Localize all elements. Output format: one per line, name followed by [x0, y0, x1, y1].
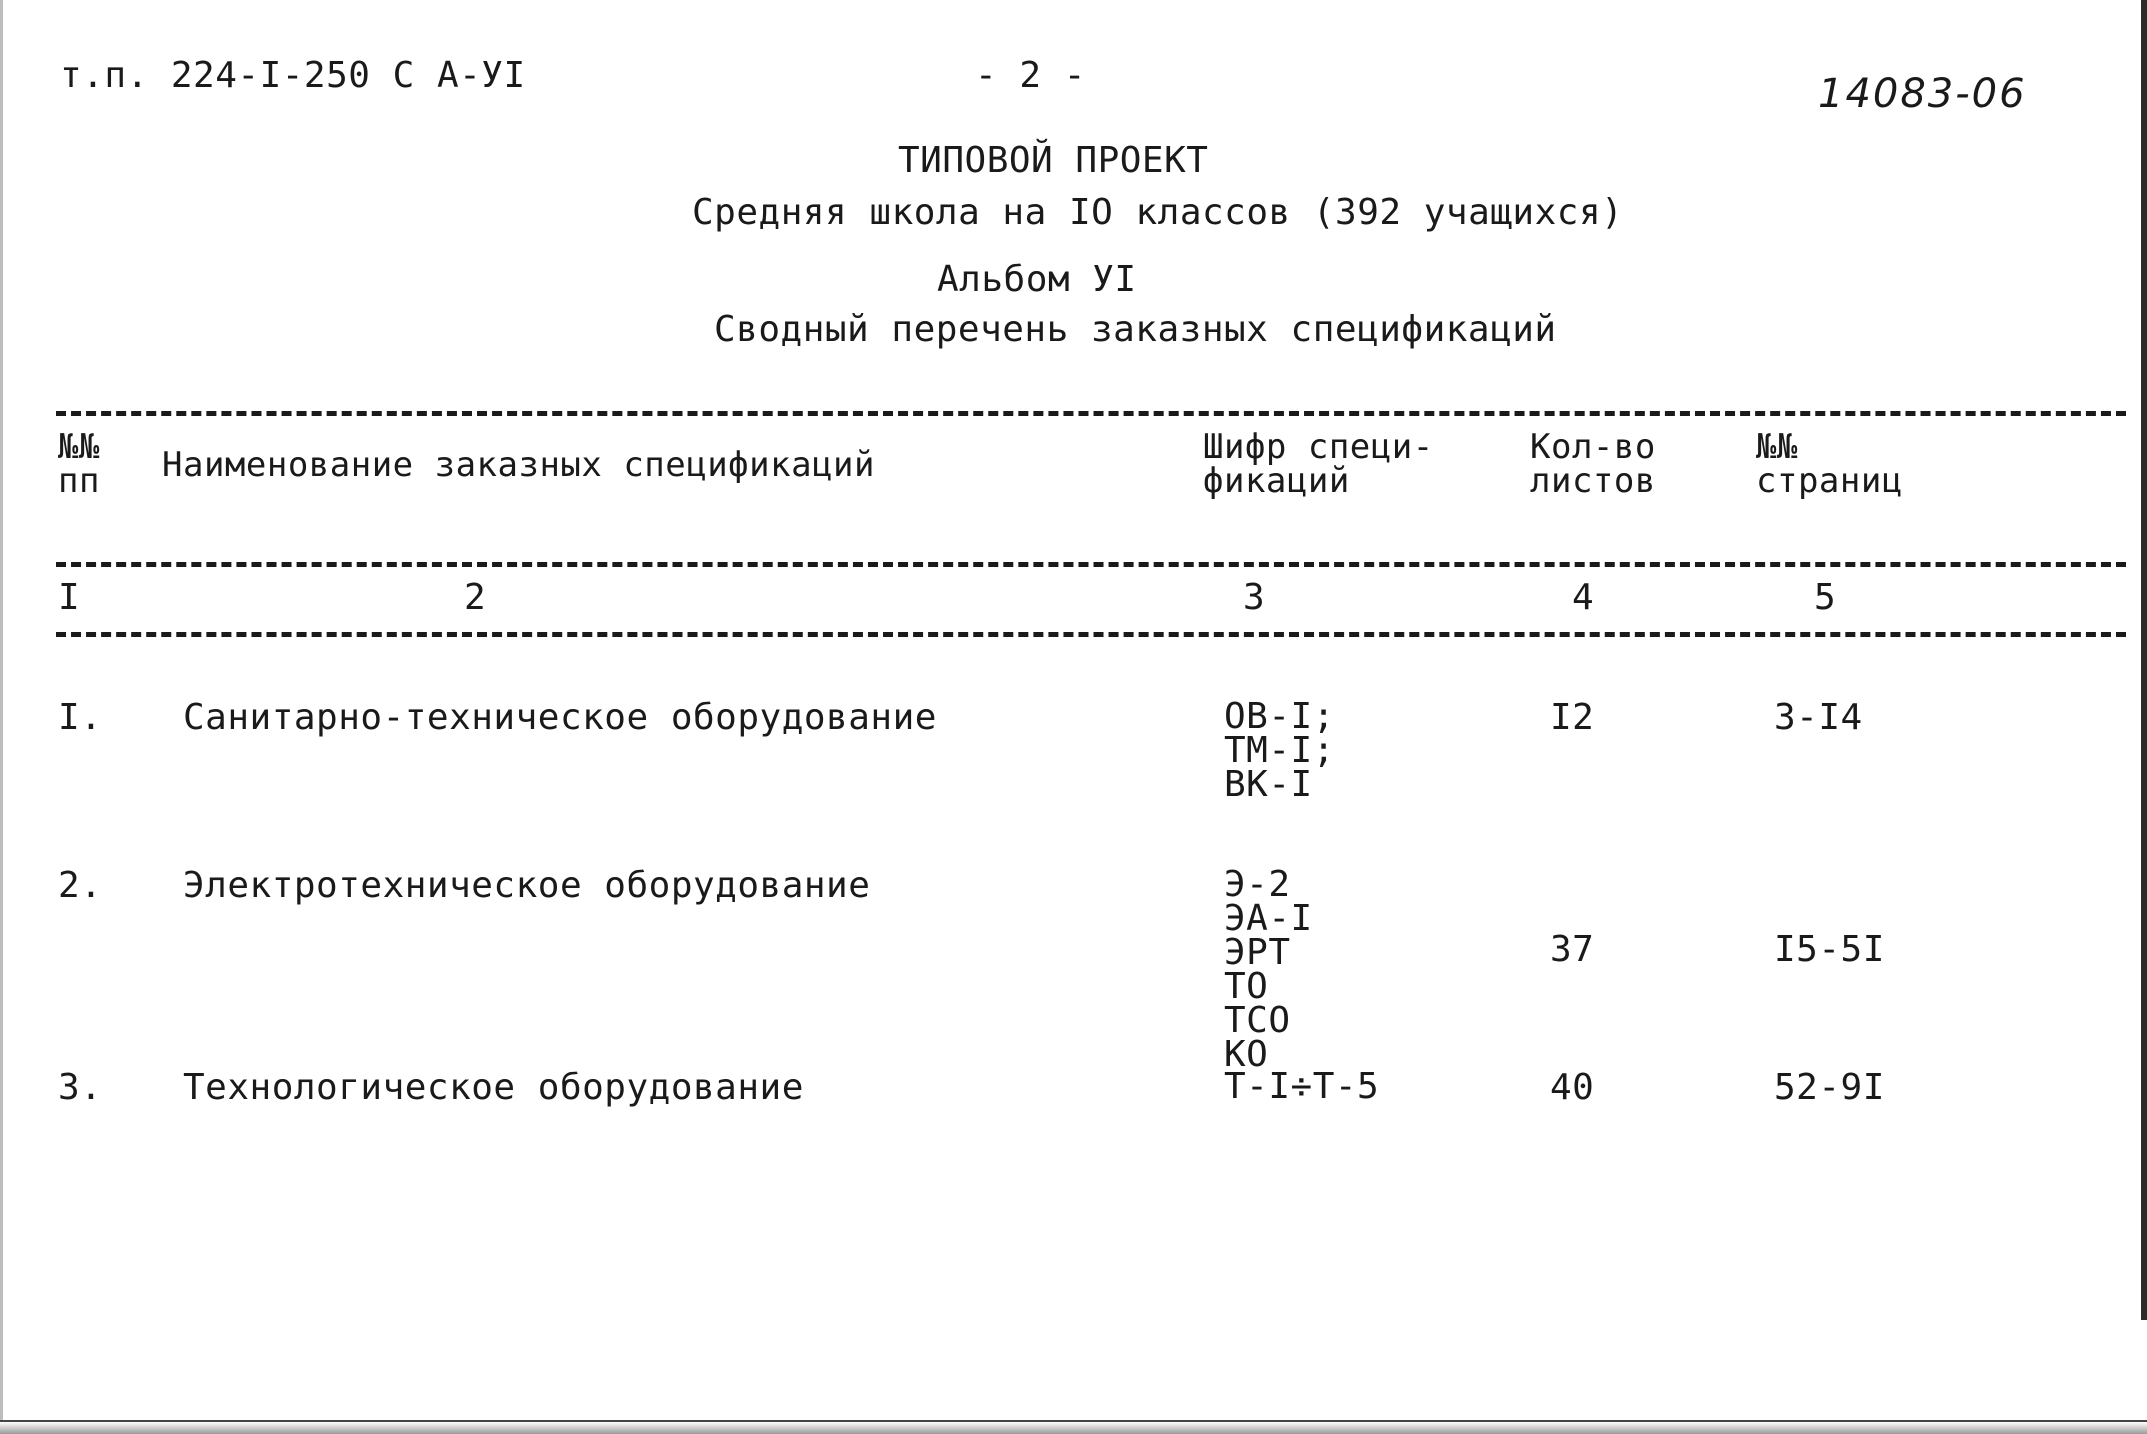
row-name: Санитарно-техническое оборудование [183, 697, 937, 738]
header-pages: №№ страниц [1756, 427, 1903, 501]
row-codes: ОВ-I; ТМ-I; ВК-I [1224, 696, 1335, 805]
row-sheets: 40 [1550, 1067, 1595, 1108]
page-number: - 2 - [975, 55, 1086, 96]
column-number: I [58, 577, 81, 618]
header-name: Наименование заказных спецификаций [162, 445, 875, 485]
row-pages: 52-9I [1774, 1067, 1885, 1108]
row-sheets: 37 [1550, 929, 1595, 970]
row-name: Электротехническое оборудование [183, 865, 871, 906]
row-codes: Э-2 ЭА-I ЭРТ ТО ТСО КО [1224, 864, 1313, 1075]
column-number: 2 [464, 577, 487, 618]
scan-right-edge [2141, 0, 2147, 1320]
title-line-1: ТИПОВОЙ ПРОЕКТ [898, 140, 1209, 181]
row-number: 2. [58, 865, 103, 906]
row-name: Технологическое оборудование [183, 1067, 804, 1108]
row-pages: 3-I4 [1774, 697, 1863, 738]
title-line-3: Альбом УI [937, 259, 1137, 300]
row-sheets: I2 [1550, 697, 1595, 738]
header-sheets: Кол-во листов [1530, 427, 1656, 501]
row-number: 3. [58, 1067, 103, 1108]
table-top-rule [56, 411, 2126, 416]
header-num: №№ пп [58, 427, 100, 501]
row-number: I. [58, 697, 103, 738]
document-code: т.п. 224-I-250 С А-УI [60, 55, 526, 96]
row-codes: Т-I÷Т-5 [1224, 1066, 1380, 1107]
title-line-2: Средняя школа на IO классов (392 учащихся) [692, 192, 1624, 233]
archive-number: 14083-06 [1818, 71, 2027, 117]
scan-left-edge [0, 0, 3, 1434]
scan-bottom-edge [0, 1422, 2147, 1434]
column-number: 4 [1572, 577, 1595, 618]
row-pages: I5-5I [1774, 929, 1885, 970]
column-number: 5 [1814, 577, 1837, 618]
header-code: Шифр специ- фикаций [1203, 427, 1434, 501]
title-line-4: Сводный перечень заказных спецификаций [714, 309, 1557, 350]
table-column-numbers-rule [56, 632, 2126, 637]
table-header-rule [56, 562, 2126, 567]
column-number: 3 [1243, 577, 1266, 618]
